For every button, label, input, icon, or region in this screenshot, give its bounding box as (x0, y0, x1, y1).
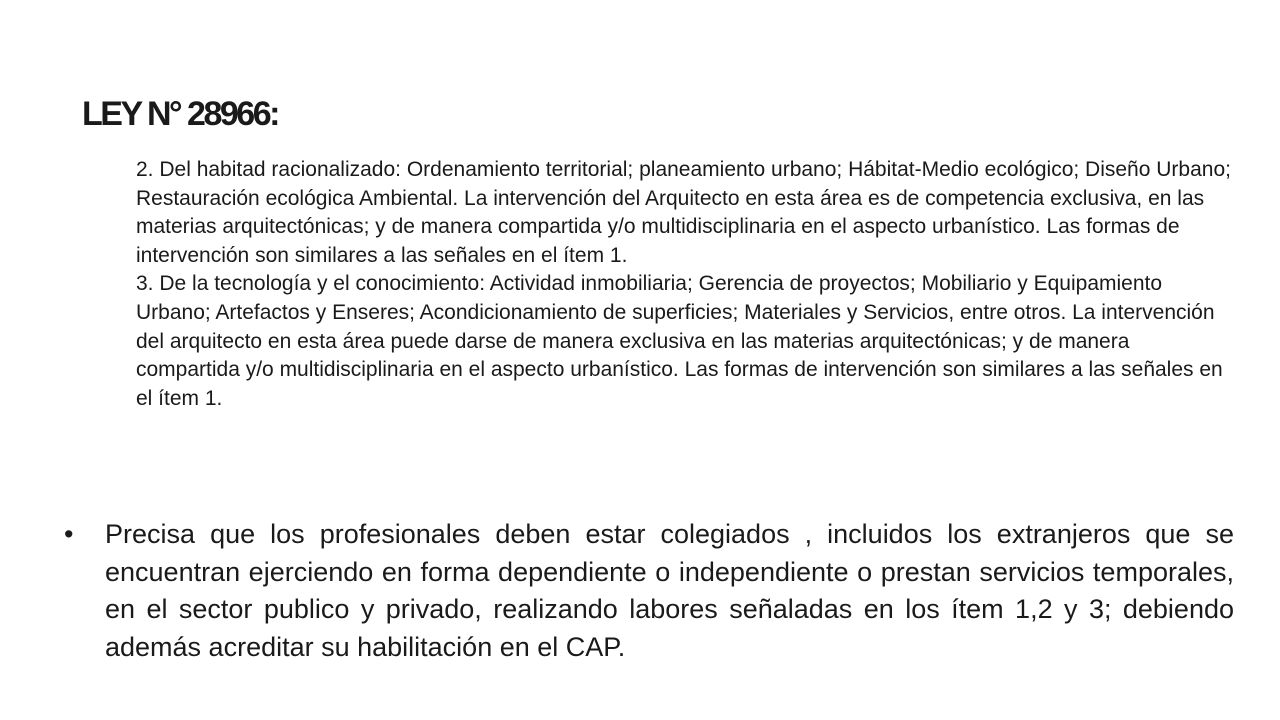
bullet-text: Precisa que los profesionales deben estar colegiados , incluidos los extranjeros que se encuentran ejerciendo en forma dependiente o independiente o prestan servicios temporales, en el sector publico y privado, realizando labores señaladas en los ítem 1,2 y 3; debiendo además acreditar su habilitación en el CAP. (105, 519, 1234, 662)
bullet-list (64, 516, 1234, 666)
paragraph-item-3: 3. De la tecnología y el conocimiento: Actividad inmobiliaria; Gerencia de proyectos; Mobiliario y Equipamiento Urbano; Artefactos y Enseres; Acondicionamiento de superficies; Materiales y Servicios, entre otros. La intervención del arquitecto en esta área puede darse de manera exclusiva en las materias arquitectónicas; y de manera compartida y/o multidisciplinaria en el aspecto urbanístico. Las formas de intervención son similares a las señales en el ítem 1. (136, 272, 1223, 410)
bullet-item (64, 516, 1234, 666)
numbered-paragraphs (136, 156, 1236, 413)
paragraph-item-2: 2. Del habitad racionalizado: Ordenamiento territorial; planeamiento urbano; Hábitat-Medio ecológico; Diseño Urbano; Restauración ecológica Ambiental. La intervención del Arquitecto en esta área es de competencia exclusiva, en las materias arquitectónicas; y de manera compartida y/o multidisciplinaria en el aspecto urbanístico. Las formas de intervención son similares a las señales en el ítem 1. (136, 158, 1231, 267)
bullet-icon: • (64, 519, 74, 549)
slide-title: LEY N° 28966: (82, 95, 278, 133)
